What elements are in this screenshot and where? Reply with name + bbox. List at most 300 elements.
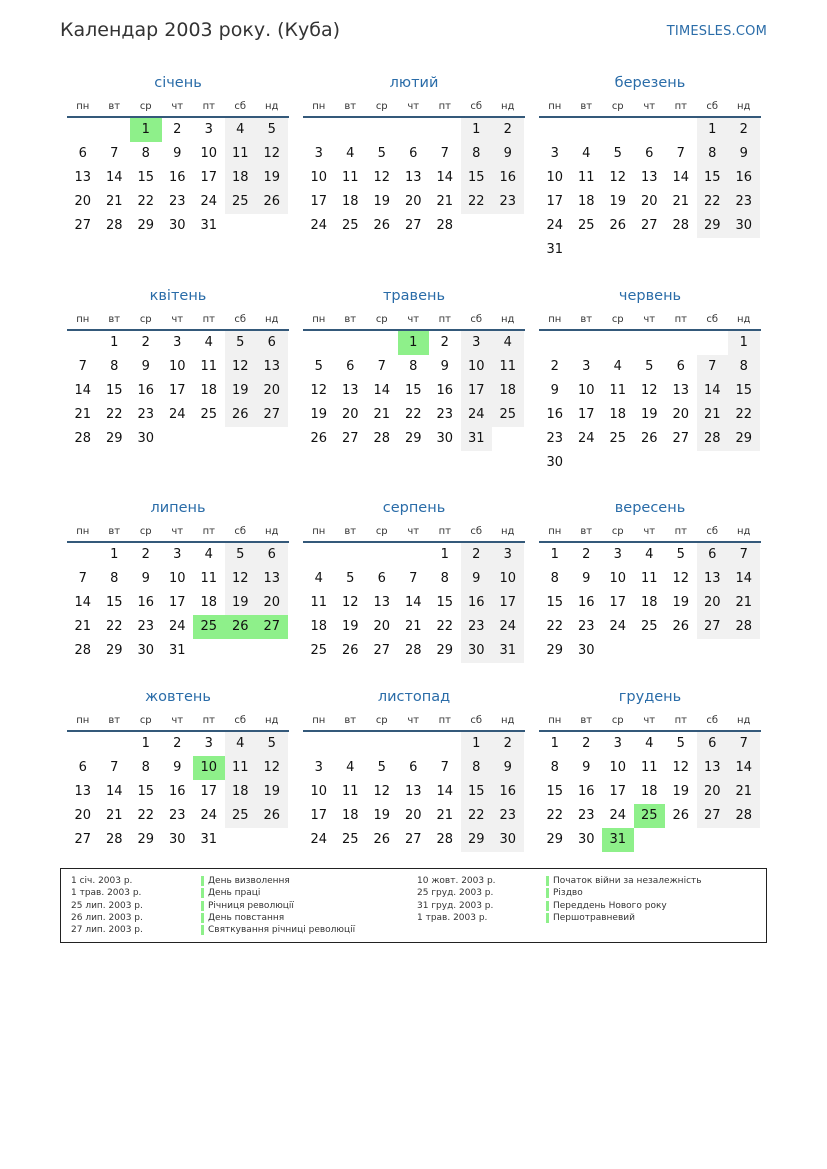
- week-row: [539, 756, 761, 780]
- week-row: [303, 427, 525, 451]
- day-cell: 29: [137, 832, 155, 847]
- day-cell: 23: [546, 431, 564, 446]
- day-cell: 11: [310, 595, 328, 610]
- day-cell: 12: [341, 595, 359, 610]
- empty-day: [398, 543, 430, 567]
- week-row: [303, 190, 525, 214]
- empty-day: [728, 828, 760, 852]
- week-row: [539, 379, 761, 403]
- day-cell: 13: [404, 784, 422, 799]
- day-cell: 5: [225, 331, 257, 355]
- empty-day: [697, 238, 729, 262]
- week-row: [303, 567, 525, 591]
- day-cell: 10: [546, 170, 564, 185]
- day-cell: 15: [137, 170, 155, 185]
- empty-day: [67, 331, 99, 355]
- week-row: [303, 355, 525, 379]
- page-title: Календар 2003 року. (Куба): [60, 19, 341, 41]
- day-cell: 30: [436, 431, 454, 446]
- day-cell: 16: [492, 166, 524, 190]
- weekday-label: ср: [139, 314, 152, 325]
- legend-holiday-name: [546, 912, 702, 924]
- day-cell: 24: [577, 431, 595, 446]
- day-cell: 21: [436, 808, 454, 823]
- day-cell: 24: [609, 619, 627, 634]
- day-cell: 30: [461, 639, 493, 663]
- empty-day: [492, 214, 524, 238]
- empty-day: [335, 118, 367, 142]
- month-days: [303, 543, 525, 663]
- day-cell: 16: [461, 591, 493, 615]
- legend-right-names: [546, 875, 702, 924]
- weekday-label: вт: [580, 314, 593, 325]
- day-cell: 4: [645, 736, 654, 751]
- day-cell: 16: [168, 784, 186, 799]
- day-cell: 17: [310, 194, 328, 209]
- day-cell: 7: [377, 359, 386, 374]
- day-cell: 1: [550, 736, 559, 751]
- day-cell: 28: [74, 643, 92, 658]
- day-cell: 22: [546, 619, 564, 634]
- day-cell: 23: [168, 808, 186, 823]
- day-cell: 23: [492, 804, 524, 828]
- month-days: [303, 118, 525, 238]
- day-cell: 8: [697, 142, 729, 166]
- day-cell: 25: [341, 832, 359, 847]
- weekday-label: ср: [375, 101, 388, 112]
- day-cell: 11: [609, 383, 627, 398]
- day-cell: 2: [173, 736, 182, 751]
- day-cell: 6: [697, 732, 729, 756]
- legend-holiday-name: [201, 924, 355, 936]
- empty-day: [429, 732, 461, 756]
- day-cell: 11: [577, 170, 595, 185]
- day-cell: 13: [256, 567, 288, 591]
- empty-day: [67, 732, 99, 756]
- day-cell: 22: [461, 190, 493, 214]
- day-cell: 20: [341, 407, 359, 422]
- weekday-label: сб: [470, 314, 483, 325]
- day-cell: 30: [577, 832, 595, 847]
- weekday-label: ср: [139, 715, 152, 726]
- day-cell: 19: [373, 808, 391, 823]
- day-cell: 1: [697, 118, 729, 142]
- weekday-label: пт: [674, 314, 687, 325]
- day-cell: 11: [640, 571, 658, 586]
- week-row: [67, 118, 289, 142]
- day-cell: 12: [373, 784, 391, 799]
- day-cell: 28: [436, 832, 454, 847]
- week-row: [539, 732, 761, 756]
- day-cell: 7: [697, 355, 729, 379]
- legend-name-text: День повстання: [201, 913, 284, 923]
- day-cell: 16: [168, 170, 186, 185]
- day-cell: 24: [168, 619, 186, 634]
- day-cell: 18: [341, 808, 359, 823]
- day-cell: 6: [676, 359, 685, 374]
- day-cell: 31: [200, 832, 218, 847]
- day-cell: 3: [582, 359, 591, 374]
- day-cell: 21: [404, 619, 422, 634]
- day-cell: 2: [141, 547, 150, 562]
- month-block: [539, 72, 761, 262]
- weekday-header: [67, 100, 289, 118]
- weekday-header: [303, 525, 525, 543]
- empty-day: [634, 331, 666, 355]
- weekday-label: пт: [438, 314, 451, 325]
- day-cell: 19: [256, 166, 288, 190]
- month-name: жовтень: [145, 689, 211, 705]
- month-block: [303, 285, 525, 451]
- weekday-label: пн: [76, 314, 90, 325]
- weekday-label: вт: [108, 101, 121, 112]
- legend-holiday-name: [201, 887, 355, 899]
- week-row: [303, 118, 525, 142]
- day-cell: 26: [256, 804, 288, 828]
- month-block: [67, 497, 289, 663]
- legend-date: [71, 912, 143, 924]
- weekday-header: [303, 313, 525, 331]
- empty-day: [335, 331, 367, 355]
- week-row: [67, 567, 289, 591]
- day-cell: 25: [341, 218, 359, 233]
- day-cell: 10: [168, 359, 186, 374]
- day-cell: 27: [672, 431, 690, 446]
- day-cell: 17: [168, 383, 186, 398]
- day-cell: 6: [256, 543, 288, 567]
- weekday-label: ср: [611, 314, 624, 325]
- empty-day: [665, 238, 697, 262]
- day-cell: 9: [141, 571, 150, 586]
- empty-day: [335, 732, 367, 756]
- day-cell: 26: [609, 218, 627, 233]
- legend-date-text: 31 груд. 2003 р.: [417, 900, 494, 911]
- weekday-label: пт: [202, 715, 215, 726]
- weekday-label: вт: [108, 715, 121, 726]
- legend-date: [71, 900, 143, 912]
- week-row: [303, 615, 525, 639]
- empty-day: [602, 238, 634, 262]
- day-cell: 3: [314, 146, 323, 161]
- weekday-header: [539, 100, 761, 118]
- day-cell: 12: [640, 383, 658, 398]
- day-cell: 29: [436, 643, 454, 658]
- day-cell: 20: [74, 808, 92, 823]
- legend-date-text: 25 груд. 2003 р.: [417, 888, 494, 899]
- day-cell: 28: [436, 218, 454, 233]
- day-cell: 11: [200, 571, 218, 586]
- legend-holiday-name: [201, 912, 355, 924]
- day-cell: 25: [200, 407, 218, 422]
- day-cell: 6: [78, 146, 87, 161]
- legend-holiday-name: [546, 900, 702, 912]
- legend-name-text: Початок війни за незалежність: [546, 876, 702, 886]
- week-row: [67, 214, 289, 238]
- weekday-label: чт: [171, 526, 184, 537]
- month-name: травень: [382, 288, 446, 304]
- day-cell: 2: [440, 335, 449, 350]
- weekday-label: ср: [139, 526, 152, 537]
- empty-day: [571, 118, 603, 142]
- weekday-label: пт: [674, 526, 687, 537]
- month-name: квітень: [149, 288, 207, 304]
- day-cell: 12: [373, 170, 391, 185]
- week-row: [539, 238, 761, 262]
- day-cell: 19: [672, 784, 690, 799]
- weekday-label: пн: [548, 526, 562, 537]
- weekday-label: пт: [202, 101, 215, 112]
- legend-holiday-name: [546, 887, 702, 899]
- day-cell: 20: [256, 379, 288, 403]
- month-name: грудень: [618, 689, 682, 705]
- day-cell: 15: [728, 379, 760, 403]
- day-cell: 22: [461, 804, 493, 828]
- month-block: [303, 72, 525, 238]
- day-cell: 27: [74, 832, 92, 847]
- month-name: липень: [150, 500, 206, 516]
- day-cell: 12: [256, 756, 288, 780]
- week-row: [67, 804, 289, 828]
- day-cell: 26: [373, 218, 391, 233]
- day-cell: 27: [697, 615, 729, 639]
- day-cell: 18: [200, 595, 218, 610]
- weekday-label: сб: [470, 715, 483, 726]
- month-days: [539, 543, 761, 663]
- day-cell: 1: [141, 736, 150, 751]
- day-cell: 25: [640, 619, 658, 634]
- legend-name-text: Річниця революції: [201, 901, 294, 911]
- day-cell: 7: [440, 146, 449, 161]
- day-cell: 25: [634, 804, 666, 828]
- day-cell: 2: [173, 122, 182, 137]
- day-cell: 29: [461, 828, 493, 852]
- day-cell: 19: [310, 407, 328, 422]
- weekday-label: пн: [312, 526, 326, 537]
- holiday-legend: [60, 868, 767, 943]
- day-cell: 16: [137, 383, 155, 398]
- week-row: [303, 639, 525, 663]
- day-cell: 11: [341, 784, 359, 799]
- legend-date: [71, 924, 143, 936]
- day-cell: 14: [697, 379, 729, 403]
- legend-name-text: Святкування річниці революції: [201, 925, 355, 935]
- day-cell: 15: [436, 595, 454, 610]
- day-cell: 28: [105, 218, 123, 233]
- day-cell: 14: [436, 170, 454, 185]
- day-cell: 8: [409, 359, 418, 374]
- day-cell: 17: [577, 407, 595, 422]
- day-cell: 18: [577, 194, 595, 209]
- empty-day: [225, 427, 257, 451]
- day-cell: 27: [256, 615, 288, 639]
- day-cell: 15: [137, 784, 155, 799]
- weekday-label: нд: [501, 101, 515, 112]
- month-block: [303, 497, 525, 663]
- day-cell: 22: [105, 619, 123, 634]
- empty-day: [602, 451, 634, 475]
- day-cell: 16: [546, 407, 564, 422]
- day-cell: 24: [200, 194, 218, 209]
- empty-day: [162, 427, 194, 451]
- day-cell: 4: [492, 331, 524, 355]
- day-cell: 24: [310, 832, 328, 847]
- weekday-label: пн: [548, 101, 562, 112]
- month-name: серпень: [382, 500, 446, 516]
- month-days: [303, 331, 525, 451]
- empty-day: [634, 238, 666, 262]
- day-cell: 10: [193, 756, 225, 780]
- weekday-header: [303, 714, 525, 732]
- day-cell: 14: [436, 784, 454, 799]
- day-cell: 23: [168, 194, 186, 209]
- empty-day: [634, 639, 666, 663]
- empty-day: [634, 828, 666, 852]
- legend-name-text: День праці: [201, 888, 260, 898]
- weekday-label: вт: [108, 314, 121, 325]
- week-row: [303, 780, 525, 804]
- day-cell: 20: [640, 194, 658, 209]
- empty-day: [99, 118, 131, 142]
- day-cell: 27: [341, 431, 359, 446]
- empty-day: [225, 639, 257, 663]
- week-row: [539, 615, 761, 639]
- day-cell: 16: [137, 595, 155, 610]
- weekday-label: ср: [375, 314, 388, 325]
- weekday-label: ср: [375, 526, 388, 537]
- day-cell: 21: [373, 407, 391, 422]
- day-cell: 19: [341, 619, 359, 634]
- week-row: [67, 427, 289, 451]
- month-days: [303, 732, 525, 852]
- empty-day: [728, 639, 760, 663]
- weekday-header: [539, 313, 761, 331]
- day-cell: 3: [204, 122, 213, 137]
- day-cell: 23: [492, 190, 524, 214]
- month-name: вересень: [614, 500, 686, 516]
- weekday-label: вт: [344, 101, 357, 112]
- week-row: [67, 780, 289, 804]
- day-cell: 12: [225, 567, 257, 591]
- weekday-header: [539, 714, 761, 732]
- week-row: [539, 543, 761, 567]
- empty-day: [225, 828, 257, 852]
- empty-day: [634, 118, 666, 142]
- day-cell: 25: [609, 431, 627, 446]
- day-cell: 23: [577, 808, 595, 823]
- weekday-label: вт: [344, 526, 357, 537]
- day-cell: 3: [173, 335, 182, 350]
- day-cell: 5: [676, 736, 685, 751]
- weekday-label: нд: [265, 526, 279, 537]
- day-cell: 14: [728, 567, 760, 591]
- day-cell: 18: [609, 407, 627, 422]
- day-cell: 21: [672, 194, 690, 209]
- month-days: [67, 543, 289, 663]
- month-block: [67, 285, 289, 451]
- day-cell: 20: [373, 619, 391, 634]
- empty-day: [429, 118, 461, 142]
- month-name: березень: [614, 75, 686, 91]
- empty-day: [398, 118, 430, 142]
- day-cell: 8: [550, 760, 559, 775]
- day-cell: 24: [200, 808, 218, 823]
- day-cell: 25: [577, 218, 595, 233]
- day-cell: 3: [204, 736, 213, 751]
- day-cell: 28: [728, 615, 760, 639]
- day-cell: 27: [74, 218, 92, 233]
- day-cell: 1: [398, 331, 430, 355]
- day-cell: 14: [74, 383, 92, 398]
- day-cell: 7: [728, 543, 760, 567]
- day-cell: 24: [546, 218, 564, 233]
- day-cell: 8: [141, 146, 150, 161]
- day-cell: 10: [461, 355, 493, 379]
- day-cell: 21: [697, 403, 729, 427]
- day-cell: 29: [728, 427, 760, 451]
- day-cell: 26: [256, 190, 288, 214]
- day-cell: 2: [461, 543, 493, 567]
- weekday-label: нд: [737, 314, 751, 325]
- day-cell: 9: [173, 760, 182, 775]
- day-cell: 19: [672, 595, 690, 610]
- day-cell: 6: [697, 543, 729, 567]
- empty-day: [303, 331, 335, 355]
- day-cell: 4: [613, 359, 622, 374]
- day-cell: 17: [310, 808, 328, 823]
- empty-day: [256, 214, 288, 238]
- empty-day: [67, 118, 99, 142]
- weekday-label: пт: [438, 101, 451, 112]
- day-cell: 6: [346, 359, 355, 374]
- day-cell: 27: [404, 218, 422, 233]
- legend-left-dates: [71, 875, 143, 936]
- weekday-label: нд: [737, 101, 751, 112]
- day-cell: 30: [492, 828, 524, 852]
- day-cell: 21: [105, 194, 123, 209]
- day-cell: 27: [697, 804, 729, 828]
- day-cell: 30: [168, 218, 186, 233]
- weekday-label: пн: [312, 715, 326, 726]
- week-row: [303, 828, 525, 852]
- legend-date-text: 1 січ. 2003 р.: [71, 876, 133, 886]
- day-cell: 17: [168, 595, 186, 610]
- day-cell: 7: [110, 146, 119, 161]
- site-link[interactable]: TIMESLES.COM: [666, 24, 767, 39]
- legend-name-text: Першотравневий: [546, 913, 635, 923]
- legend-date-text: 27 лип. 2003 р.: [71, 925, 143, 936]
- day-cell: 28: [404, 643, 422, 658]
- week-row: [539, 214, 761, 238]
- day-cell: 2: [141, 335, 150, 350]
- day-cell: 11: [225, 756, 257, 780]
- weekday-label: нд: [737, 715, 751, 726]
- day-cell: 13: [74, 170, 92, 185]
- empty-day: [256, 639, 288, 663]
- month-name: червень: [618, 288, 682, 304]
- weekday-label: чт: [643, 101, 656, 112]
- day-cell: 20: [672, 407, 690, 422]
- weekday-header: [67, 714, 289, 732]
- empty-day: [697, 451, 729, 475]
- day-cell: 16: [577, 595, 595, 610]
- day-cell: 5: [676, 547, 685, 562]
- day-cell: 13: [640, 170, 658, 185]
- day-cell: 18: [492, 379, 524, 403]
- empty-day: [366, 331, 398, 355]
- day-cell: 24: [492, 615, 524, 639]
- weekday-label: пн: [312, 314, 326, 325]
- day-cell: 6: [409, 146, 418, 161]
